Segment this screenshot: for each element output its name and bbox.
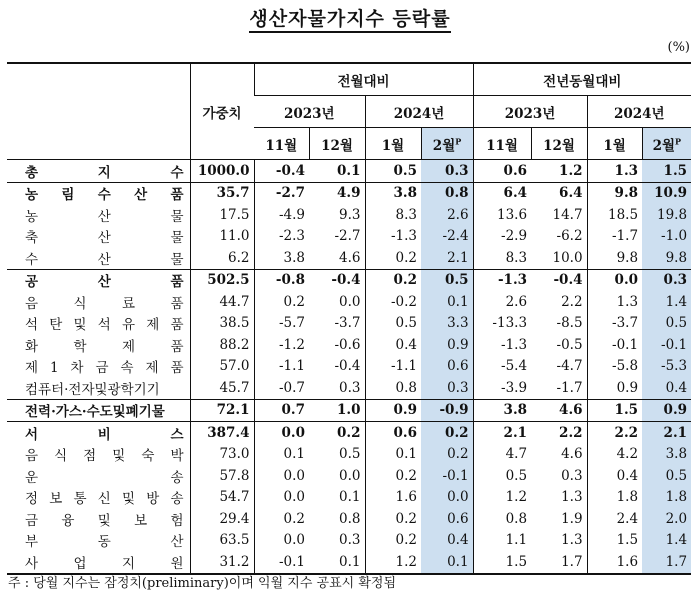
weight-cell: 6.2 (190, 247, 254, 269)
value-cell: -13.3 (473, 313, 531, 335)
value-cell: 2.6 (473, 291, 531, 313)
weight-cell: 29.4 (190, 508, 254, 530)
value-cell: 1.3 (587, 291, 642, 313)
value-cell: 6.4 (559, 185, 583, 202)
header-yoy-m2: 2월$^P$ (642, 128, 691, 160)
row-label: 서 비 스 (25, 426, 184, 443)
table-row (7, 269, 691, 291)
value-cell: -0.4 (331, 272, 361, 289)
value-cell: -0.1 (421, 465, 473, 487)
value-cell: 1.3 (561, 532, 583, 549)
weight-cell: 57.8 (190, 465, 254, 487)
weight-cell: 73.0 (190, 444, 254, 466)
value-cell: 0.5 (339, 446, 361, 463)
row-label: 농 림 수 산 품 (25, 187, 184, 204)
value-cell: 0.5 (642, 465, 691, 487)
value-cell: 0.2 (365, 508, 421, 530)
value-cell: -5.8 (587, 356, 642, 378)
value-cell: 0.0 (254, 465, 309, 487)
table-row (7, 530, 691, 552)
value-cell: 0.1 (339, 553, 361, 570)
value-cell: 9.3 (339, 206, 361, 223)
value-cell: 2.4 (587, 508, 642, 530)
value-cell: -0.6 (334, 336, 361, 353)
row-label: 축 산 물 (25, 230, 184, 247)
table-row (7, 508, 691, 530)
value-cell: 2.1 (473, 422, 531, 444)
value-cell: 1.3 (587, 160, 642, 183)
row-label: 화 학 제 품 (25, 338, 184, 355)
value-cell: 0.5 (473, 465, 531, 487)
value-cell: 1.2 (559, 162, 583, 179)
row-label: 운 송 (25, 469, 184, 486)
value-cell: -1.2 (254, 334, 309, 356)
value-cell: 10.9 (642, 182, 691, 204)
value-cell: 8.3 (473, 247, 531, 269)
value-cell: 0.3 (339, 532, 361, 549)
value-cell: 0.8 (339, 510, 361, 527)
value-cell: 0.9 (642, 399, 691, 422)
value-cell: 0.3 (561, 467, 583, 484)
value-cell: 1.7 (561, 553, 583, 570)
value-cell: -0.1 (587, 334, 642, 356)
value-cell: -2.7 (254, 182, 309, 204)
value-cell: 1.4 (642, 291, 691, 313)
value-cell: 0.2 (421, 422, 473, 444)
row-label: 공 산 품 (25, 274, 184, 291)
value-cell: 3.3 (421, 313, 473, 335)
value-cell: 1.5 (642, 160, 691, 183)
weight-cell: 11.0 (190, 226, 254, 248)
value-cell: -2.7 (334, 228, 361, 245)
value-cell: 1.7 (642, 551, 691, 574)
page-title: 생산자물가지수 등락률 (0, 4, 700, 31)
value-cell: 0.0 (587, 269, 642, 291)
table-body (7, 160, 691, 574)
value-cell: 0.2 (365, 465, 421, 487)
table-row (7, 377, 691, 399)
table-row (7, 226, 691, 248)
value-cell: 4.6 (339, 249, 361, 266)
value-cell: 2.2 (559, 424, 583, 441)
value-cell: -8.5 (556, 315, 583, 332)
row-label: 전력·가스·수도및폐기물 (25, 404, 165, 421)
value-cell: -0.5 (556, 336, 583, 353)
table-row (7, 247, 691, 269)
weight-cell: 31.2 (190, 551, 254, 574)
value-cell: 2.2 (561, 293, 583, 310)
value-cell: 0.8 (473, 508, 531, 530)
value-cell: 0.1 (254, 444, 309, 466)
table-row (7, 204, 691, 226)
value-cell: -2.9 (473, 226, 531, 248)
value-cell: 2.0 (642, 508, 691, 530)
value-cell: -5.3 (642, 356, 691, 378)
value-cell: 10.0 (552, 249, 583, 266)
table-row (7, 313, 691, 335)
value-cell: -5.7 (254, 313, 309, 335)
value-cell: 9.8 (587, 247, 642, 269)
table-row (7, 356, 691, 378)
value-cell: 0.0 (254, 487, 309, 509)
row-label: 음 식 료 품 (25, 295, 184, 312)
value-cell: 0.1 (421, 551, 473, 574)
header-yoy-2023: 2023년 (473, 96, 587, 128)
value-cell: 3.8 (365, 182, 421, 204)
value-cell: 4.9 (337, 185, 361, 202)
value-cell: 0.1 (421, 291, 473, 313)
value-cell: 8.3 (365, 204, 421, 226)
value-cell: 0.1 (339, 489, 361, 506)
weight-cell: 44.7 (190, 291, 254, 313)
table-row (7, 334, 691, 356)
value-cell: 4.7 (473, 444, 531, 466)
value-cell: 0.5 (365, 313, 421, 335)
weight-cell: 72.1 (190, 399, 254, 422)
value-cell: 0.4 (365, 334, 421, 356)
table-row (7, 551, 691, 574)
header-mom-m11: 11월 (254, 128, 309, 160)
header-mom-2024: 2024년 (365, 96, 473, 128)
value-cell: 9.8 (642, 247, 691, 269)
value-cell: 0.9 (365, 399, 421, 422)
table-row (7, 465, 691, 487)
value-cell: 0.6 (473, 160, 531, 183)
header-weight: 가중치 (190, 63, 254, 160)
value-cell: -3.7 (334, 315, 361, 332)
header-yoy-m11: 11월 (473, 128, 531, 160)
value-cell: -1.3 (473, 269, 531, 291)
value-cell: 19.8 (642, 204, 691, 226)
value-cell: 0.4 (642, 377, 691, 399)
table-row (7, 182, 691, 204)
value-cell: 1.5 (587, 530, 642, 552)
value-cell: -4.9 (254, 204, 309, 226)
table-row (7, 291, 691, 313)
table-row (7, 160, 691, 183)
value-cell: -1.0 (642, 226, 691, 248)
header-mom-m12: 12월 (309, 128, 365, 160)
value-cell: 0.0 (254, 422, 309, 444)
value-cell: 1.9 (561, 510, 583, 527)
value-cell: 13.6 (473, 204, 531, 226)
value-cell: 0.6 (365, 422, 421, 444)
weight-cell: 502.5 (190, 269, 254, 291)
value-cell: 0.1 (365, 444, 421, 466)
value-cell: 1.0 (337, 402, 361, 419)
row-label: 총 지 수 (25, 164, 184, 181)
value-cell: -0.9 (421, 399, 473, 422)
value-cell: 1.6 (587, 551, 642, 574)
value-cell: -0.8 (254, 269, 309, 291)
value-cell: 1.3 (561, 489, 583, 506)
table-row (7, 444, 691, 466)
value-cell: -1.7 (556, 379, 583, 396)
row-label: 부 동 산 (25, 534, 184, 551)
value-cell: 1.1 (473, 530, 531, 552)
value-cell: 1.6 (365, 487, 421, 509)
value-cell: -3.9 (473, 377, 531, 399)
row-label: 농 산 물 (25, 208, 184, 225)
value-cell: -4.7 (556, 358, 583, 375)
value-cell: 14.7 (552, 206, 583, 223)
value-cell: -2.4 (421, 226, 473, 248)
value-cell: 0.2 (254, 291, 309, 313)
header-yoy-m1: 1월 (587, 128, 642, 160)
value-cell: -0.4 (553, 272, 583, 289)
value-cell: 0.5 (365, 160, 421, 183)
value-cell: 9.8 (587, 182, 642, 204)
value-cell: 1.5 (473, 551, 531, 574)
value-cell: 1.4 (642, 530, 691, 552)
value-cell: -0.1 (254, 551, 309, 574)
value-cell: 1.8 (587, 487, 642, 509)
value-cell: 0.1 (337, 162, 361, 179)
header-mom: 전월대비 (254, 63, 473, 96)
value-cell: 4.6 (561, 446, 583, 463)
weight-cell: 54.7 (190, 487, 254, 509)
value-cell: -0.4 (334, 358, 361, 375)
weight-cell: 35.7 (190, 182, 254, 204)
value-cell: -0.7 (254, 377, 309, 399)
table-row (7, 487, 691, 509)
value-cell: 0.4 (587, 465, 642, 487)
header-yoy: 전년동월대비 (473, 63, 691, 96)
value-cell: 0.0 (339, 467, 361, 484)
value-cell: 0.2 (337, 424, 361, 441)
value-cell: -1.1 (254, 356, 309, 378)
value-cell: 0.2 (421, 444, 473, 466)
value-cell: 1.8 (642, 487, 691, 509)
value-cell: -0.1 (642, 334, 691, 356)
row-label: 음 식 점 및 숙 박 (25, 448, 184, 465)
value-cell: 2.6 (421, 204, 473, 226)
row-label: 석 탄 및 석 유 제 품 (25, 317, 184, 334)
weight-cell: 63.5 (190, 530, 254, 552)
value-cell: 0.6 (421, 356, 473, 378)
weight-cell: 45.7 (190, 377, 254, 399)
weight-cell: 88.2 (190, 334, 254, 356)
value-cell: -0.4 (254, 160, 309, 183)
value-cell: -1.7 (587, 226, 642, 248)
header-mom-m1: 1월 (365, 128, 421, 160)
value-cell: 2.1 (421, 247, 473, 269)
value-cell: 0.2 (365, 247, 421, 269)
table-row (7, 399, 691, 422)
value-cell: -1.1 (365, 356, 421, 378)
value-cell: 0.3 (339, 379, 361, 396)
value-cell: 0.3 (642, 269, 691, 291)
weight-cell: 17.5 (190, 204, 254, 226)
value-cell: 3.8 (473, 399, 531, 422)
unit-label: (%) (667, 40, 690, 55)
value-cell: 0.9 (421, 334, 473, 356)
value-cell: 0.8 (421, 182, 473, 204)
value-cell: -6.2 (556, 228, 583, 245)
weight-cell: 38.5 (190, 313, 254, 335)
value-cell: 3.8 (254, 247, 309, 269)
value-cell: 1.2 (473, 487, 531, 509)
value-cell: 0.8 (365, 377, 421, 399)
row-label: 수 산 물 (25, 251, 184, 268)
value-cell: 4.6 (559, 402, 583, 419)
value-cell: 0.3 (421, 160, 473, 183)
value-cell: 0.9 (587, 377, 642, 399)
value-cell: 0.6 (421, 508, 473, 530)
row-label: 컴퓨터·전자및광학기기 (25, 381, 160, 398)
weight-cell: 1000.0 (190, 160, 254, 183)
value-cell: 0.0 (421, 487, 473, 509)
value-cell: 0.4 (421, 530, 473, 552)
value-cell: -1.3 (473, 334, 531, 356)
value-cell: 0.2 (365, 269, 421, 291)
footnote: 주 : 당월 지수는 잠정치(preliminary)이며 익월 지수 공표시 확정됨 (8, 576, 397, 591)
value-cell: 3.8 (642, 444, 691, 466)
header-yoy-m12: 12월 (531, 128, 587, 160)
value-cell: 0.5 (642, 313, 691, 335)
weight-cell: 57.0 (190, 356, 254, 378)
header-yoy-2024: 2024년 (587, 96, 691, 128)
ppi-table (7, 62, 691, 575)
value-cell: 0.2 (254, 508, 309, 530)
value-cell: -5.4 (473, 356, 531, 378)
row-label: 제 1 차 금 속 제 품 (25, 360, 184, 377)
row-label: 사 업 지 원 (25, 555, 184, 572)
value-cell: -1.3 (365, 226, 421, 248)
value-cell: 1.5 (587, 399, 642, 422)
value-cell: 0.2 (365, 530, 421, 552)
value-cell: 0.0 (339, 293, 361, 310)
value-cell: 6.4 (473, 182, 531, 204)
value-cell: 0.0 (254, 530, 309, 552)
value-cell: 4.2 (587, 444, 642, 466)
value-cell: 1.2 (365, 551, 421, 574)
value-cell: 2.2 (587, 422, 642, 444)
value-cell: -0.2 (365, 291, 421, 313)
value-cell: -3.7 (587, 313, 642, 335)
header-blank (7, 63, 190, 160)
weight-cell: 387.4 (190, 422, 254, 444)
value-cell: 0.3 (421, 377, 473, 399)
table-row (7, 422, 691, 444)
header-mom-2023: 2023년 (254, 96, 365, 128)
row-label: 정 보 통 신 및 방 송 (25, 491, 184, 508)
header-mom-m2: 2월$^P$ (421, 128, 473, 160)
value-cell: 0.5 (421, 269, 473, 291)
value-cell: 18.5 (587, 204, 642, 226)
value-cell: -2.3 (254, 226, 309, 248)
row-label: 금 융 및 보 험 (25, 512, 184, 529)
value-cell: 0.7 (254, 399, 309, 422)
value-cell: 2.1 (642, 422, 691, 444)
